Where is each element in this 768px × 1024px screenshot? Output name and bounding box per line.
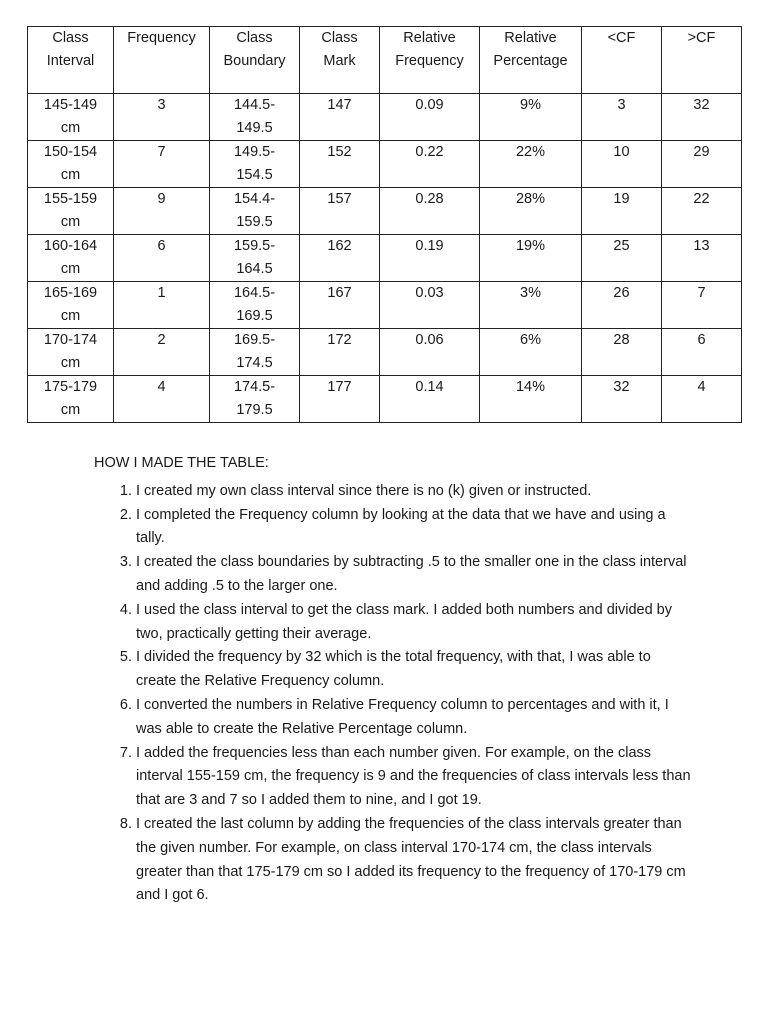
header-text: Class	[321, 30, 358, 46]
cell-text: cm	[60, 120, 81, 136]
cell-frequency	[114, 329, 210, 376]
cell-text: 6%	[520, 332, 541, 348]
cell-text: 22	[693, 191, 710, 207]
cell-text: 164.5-	[233, 285, 276, 301]
cell-text: 159.5-	[233, 238, 276, 254]
cell-text: 170-174	[43, 332, 98, 348]
cell-relative-frequency	[380, 329, 480, 376]
cell-text: 159.5	[236, 214, 273, 230]
cell-text: 13	[693, 238, 710, 254]
cell-text: 144.5-	[233, 97, 276, 113]
cell-class-interval	[28, 141, 114, 188]
cell-text: 0.09	[415, 97, 444, 113]
cell-frequency	[114, 141, 210, 188]
cell-text: cm	[60, 167, 81, 183]
table-row	[28, 376, 742, 423]
cell-text: 29	[693, 144, 710, 160]
cell-frequency	[114, 376, 210, 423]
cell-text: 7	[157, 144, 166, 160]
header-class-interval	[28, 27, 114, 94]
cell-text: 1	[157, 285, 166, 301]
header-text: Frequency	[395, 53, 464, 69]
cell-text: 19	[613, 191, 630, 207]
table-row	[28, 282, 742, 329]
header-text: Class	[236, 30, 273, 46]
cell-less-than-cf	[582, 141, 662, 188]
header-text: Interval	[46, 53, 95, 69]
cell-text: 149.5-	[233, 144, 276, 160]
header-class-boundary	[210, 27, 300, 94]
cell-relative-percentage	[480, 235, 582, 282]
step-item: 5. I divided the frequency by 32 which is the total frequency, with that, I was able to create the Relative Frequency column.	[136, 646, 694, 694]
cell-text: cm	[60, 355, 81, 371]
cell-class-mark	[300, 376, 380, 423]
cell-text: 0.28	[415, 191, 444, 207]
cell-relative-percentage	[480, 282, 582, 329]
steps-list	[94, 480, 694, 908]
cell-text: 174.5	[236, 355, 273, 371]
cell-text: 160-164	[43, 238, 98, 254]
cell-frequency	[114, 94, 210, 141]
step-item: 1. I created my own class interval since there is no (k) given or instructed.	[136, 480, 694, 504]
cell-text: 0.06	[415, 332, 444, 348]
cell-text: 25	[613, 238, 630, 254]
cell-class-interval	[28, 282, 114, 329]
header-frequency	[114, 27, 210, 94]
cell-frequency	[114, 188, 210, 235]
cell-text: 0.22	[415, 144, 444, 160]
cell-relative-frequency	[380, 376, 480, 423]
cell-text: 6	[157, 238, 166, 254]
cell-text: 154.4-	[233, 191, 276, 207]
table-row	[28, 188, 742, 235]
cell-class-boundary	[210, 329, 300, 376]
cell-class-mark	[300, 94, 380, 141]
header-relative-frequency	[380, 27, 480, 94]
header-text: Relative	[403, 30, 456, 46]
cell-less-than-cf	[582, 235, 662, 282]
cell-text: 4	[697, 379, 706, 395]
cell-text: cm	[60, 214, 81, 230]
cell-text: 154.5	[236, 167, 273, 183]
cell-class-mark	[300, 188, 380, 235]
cell-text: 0.14	[415, 379, 444, 395]
cell-text: 167	[327, 285, 352, 301]
cell-less-than-cf	[582, 188, 662, 235]
cell-greater-than-cf	[662, 329, 742, 376]
cell-relative-percentage	[480, 329, 582, 376]
cell-text: 0.19	[415, 238, 444, 254]
step-item: 4. I used the class interval to get the class mark. I added both numbers and divided by two, practically getting their average.	[136, 599, 694, 647]
cell-text: 28	[613, 332, 630, 348]
cell-class-mark	[300, 329, 380, 376]
cell-frequency	[114, 282, 210, 329]
cell-class-interval	[28, 235, 114, 282]
cell-text: 3	[157, 97, 166, 113]
cell-text: 9%	[520, 97, 541, 113]
cell-text: 10	[613, 144, 630, 160]
cell-class-mark	[300, 282, 380, 329]
table-row	[28, 329, 742, 376]
cell-text: 175-179	[43, 379, 98, 395]
cell-text: 152	[327, 144, 352, 160]
table-row	[28, 141, 742, 188]
cell-less-than-cf	[582, 329, 662, 376]
cell-less-than-cf	[582, 282, 662, 329]
cell-text: 172	[327, 332, 352, 348]
cell-text: 32	[693, 97, 710, 113]
cell-text: cm	[60, 402, 81, 418]
cell-class-interval	[28, 188, 114, 235]
cell-less-than-cf	[582, 376, 662, 423]
cell-text: 9	[157, 191, 166, 207]
cell-text: 3	[617, 97, 626, 113]
cell-text: 165-169	[43, 285, 98, 301]
cell-text: 26	[613, 285, 630, 301]
cell-greater-than-cf	[662, 188, 742, 235]
cell-text: 147	[327, 97, 352, 113]
table-row	[28, 235, 742, 282]
step-item: 8. I created the last column by adding the frequencies of the class intervals greater than the given number. For example, on class interval 170-174 cm, the class intervals greater than that 175-179 cm so I added its frequency to the frequency of 170-179 cm and I got 6.	[136, 813, 694, 908]
header-text: Frequency	[127, 30, 196, 46]
table-row	[28, 94, 742, 141]
frequency-distribution-table	[27, 26, 742, 423]
cell-text: cm	[60, 261, 81, 277]
cell-text: 177	[327, 379, 352, 395]
cell-text: 149.5	[236, 120, 273, 136]
header-greater-than-cf	[662, 27, 742, 94]
cell-class-interval	[28, 329, 114, 376]
cell-text: 2	[157, 332, 166, 348]
cell-class-interval	[28, 94, 114, 141]
cell-text: cm	[60, 308, 81, 324]
cell-text: 145-149	[43, 97, 98, 113]
cell-text: 28%	[515, 191, 546, 207]
cell-text: 162	[327, 238, 352, 254]
header-class-mark	[300, 27, 380, 94]
cell-relative-percentage	[480, 141, 582, 188]
step-item: 7. I added the frequencies less than each number given. For example, on the class interval 155-159 cm, the frequency is 9 and the frequencies of class intervals less than that are 3 and 7 so I added them to nine, and I got 19.	[136, 742, 694, 813]
cell-class-boundary	[210, 235, 300, 282]
notes-title: HOW I MADE THE TABLE:	[94, 455, 269, 471]
cell-text: 19%	[515, 238, 546, 254]
cell-class-boundary	[210, 141, 300, 188]
cell-class-interval	[28, 376, 114, 423]
cell-greater-than-cf	[662, 235, 742, 282]
cell-text: 22%	[515, 144, 546, 160]
cell-relative-percentage	[480, 188, 582, 235]
cell-class-boundary	[210, 94, 300, 141]
header-text: >CF	[687, 30, 716, 46]
cell-text: 169.5-	[233, 332, 276, 348]
cell-relative-frequency	[380, 94, 480, 141]
cell-text: 150-154	[43, 144, 98, 160]
cell-text: 14%	[515, 379, 546, 395]
cell-class-boundary	[210, 376, 300, 423]
header-text: <CF	[607, 30, 636, 46]
cell-relative-frequency	[380, 282, 480, 329]
cell-relative-frequency	[380, 235, 480, 282]
header-text: Relative	[504, 30, 557, 46]
cell-text: 32	[613, 379, 630, 395]
cell-greater-than-cf	[662, 141, 742, 188]
cell-relative-frequency	[380, 188, 480, 235]
table-header-row	[28, 27, 742, 94]
header-relative-percentage	[480, 27, 582, 94]
cell-text: 164.5	[236, 261, 273, 277]
header-text: Class	[52, 30, 89, 46]
cell-text: 174.5-	[233, 379, 276, 395]
cell-greater-than-cf	[662, 94, 742, 141]
cell-class-boundary	[210, 282, 300, 329]
step-item: 2. I completed the Frequency column by looking at the data that we have and using a tally.	[136, 504, 694, 552]
step-item: 3. I created the class boundaries by subtracting .5 to the smaller one in the class interval and adding .5 to the larger one.	[136, 551, 694, 599]
cell-text: 157	[327, 191, 352, 207]
cell-text: 4	[157, 379, 166, 395]
cell-text: 7	[697, 285, 706, 301]
cell-relative-frequency	[380, 141, 480, 188]
header-text: Mark	[323, 53, 356, 69]
cell-text: 155-159	[43, 191, 98, 207]
header-text: Boundary	[223, 53, 286, 69]
step-item: 6. I converted the numbers in Relative Frequency column to percentages and with it, I was able to create the Relative Percentage column.	[136, 694, 694, 742]
cell-relative-percentage	[480, 376, 582, 423]
cell-class-mark	[300, 235, 380, 282]
cell-text: 6	[697, 332, 706, 348]
cell-text: 169.5	[236, 308, 273, 324]
cell-greater-than-cf	[662, 282, 742, 329]
cell-text: 179.5	[236, 402, 273, 418]
cell-text: 0.03	[415, 285, 444, 301]
cell-class-boundary	[210, 188, 300, 235]
cell-frequency	[114, 235, 210, 282]
header-text: Percentage	[493, 53, 568, 69]
cell-relative-percentage	[480, 94, 582, 141]
cell-class-mark	[300, 141, 380, 188]
cell-text: 3%	[520, 285, 541, 301]
table-body	[28, 94, 742, 423]
cell-less-than-cf	[582, 94, 662, 141]
cell-greater-than-cf	[662, 376, 742, 423]
notes-section	[94, 452, 694, 908]
header-less-than-cf	[582, 27, 662, 94]
